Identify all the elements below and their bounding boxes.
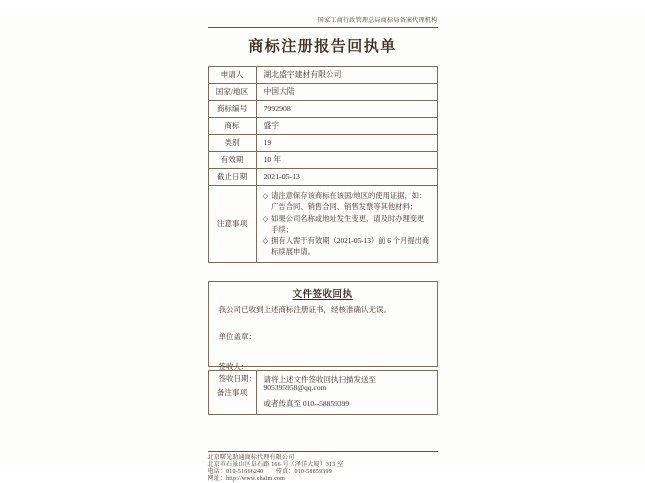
agency-footer	[208, 451, 438, 483]
note-item	[263, 190, 432, 213]
row-label: 有效期	[208, 152, 256, 169]
agency-accreditation-header	[208, 15, 438, 28]
info-table	[208, 66, 438, 263]
note-item	[263, 213, 432, 236]
receipt-confirmation-box	[208, 281, 438, 383]
page-title: 商标注册报告回执单	[248, 39, 397, 55]
row-label: 商标编号	[208, 101, 256, 118]
diamond-bullet-icon: ◇	[262, 236, 269, 246]
note-item	[263, 235, 432, 258]
sign-date-label: 签收日期：	[218, 373, 256, 383]
company-stamp-label: 单位盖章：	[218, 331, 256, 341]
row-label: 申请人	[208, 67, 256, 84]
diamond-bullet-icon: ◇	[262, 191, 269, 200]
footer-address: 北京市石景山区阜石路 166 号（泽洋大厦）313 室	[207, 461, 344, 468]
table-row-expiry-date	[208, 169, 437, 186]
signer-label: 签收人：	[218, 361, 249, 371]
table-row-trademark	[208, 118, 437, 135]
footer-website: 网址：http://www.chatm.com	[207, 476, 286, 483]
remark-fax-instruction: 或者传真至 010--58859399	[263, 399, 350, 409]
table-row-trademark-number	[208, 101, 437, 118]
row-label: 商标	[208, 118, 256, 135]
row-value: 盛宇	[256, 118, 437, 135]
agency-accreditation-text: 国家工商行政管理总局商标局备案代理机构	[317, 18, 438, 24]
remark-scan-instruction: 请将上述文件签收回执扫描发送至 905395958@qq.com	[263, 374, 376, 393]
row-value: 19	[256, 135, 437, 152]
row-label: 注意事项	[208, 186, 256, 263]
diamond-bullet-icon: ◇	[262, 213, 269, 223]
row-value: 7992908	[256, 101, 437, 118]
note-text: 如果公司名称或地址发生变更，请及时办理变更手续；	[271, 213, 425, 234]
table-row-notes	[208, 186, 437, 263]
row-label: 备注事项	[208, 370, 256, 414]
row-value: 中国大陆	[256, 84, 437, 101]
row-label: 截止日期	[208, 169, 256, 186]
note-text: 请注意保存该商标在该国/地区的使用证据，如：广告合同、销售合同、销售发票等其他材料；	[271, 191, 427, 212]
document-content-column	[208, 15, 438, 483]
note-text: 拥有人需于有效期（2021-05-13）前 6 个月提出商标续展申请。	[271, 236, 430, 257]
table-row-applicant	[208, 67, 437, 84]
receipt-box-title: 文件签收回执	[292, 289, 353, 300]
row-label: 类别	[208, 135, 256, 152]
notes-cell	[256, 186, 437, 263]
row-label: 国家/地区	[208, 84, 256, 101]
remark-cell	[256, 370, 437, 414]
table-row-class	[208, 135, 437, 152]
receipt-statement: 我公司已收到上述商标注册证书，经核准确认无误。	[218, 304, 391, 314]
scanned-document-page	[0, 15, 645, 483]
footer-phone-fax: 电话：010-51666240 传真：010-58859399	[207, 468, 332, 475]
footer-company-name: 北京曙光助通商标代理有限公司	[207, 454, 295, 461]
table-row-country	[208, 84, 437, 101]
row-value: 湖北盛宇建材有限公司	[256, 67, 437, 84]
row-value: 2021-05-13	[256, 169, 437, 186]
row-value: 10 年	[256, 152, 437, 169]
table-row-validity	[208, 152, 437, 169]
